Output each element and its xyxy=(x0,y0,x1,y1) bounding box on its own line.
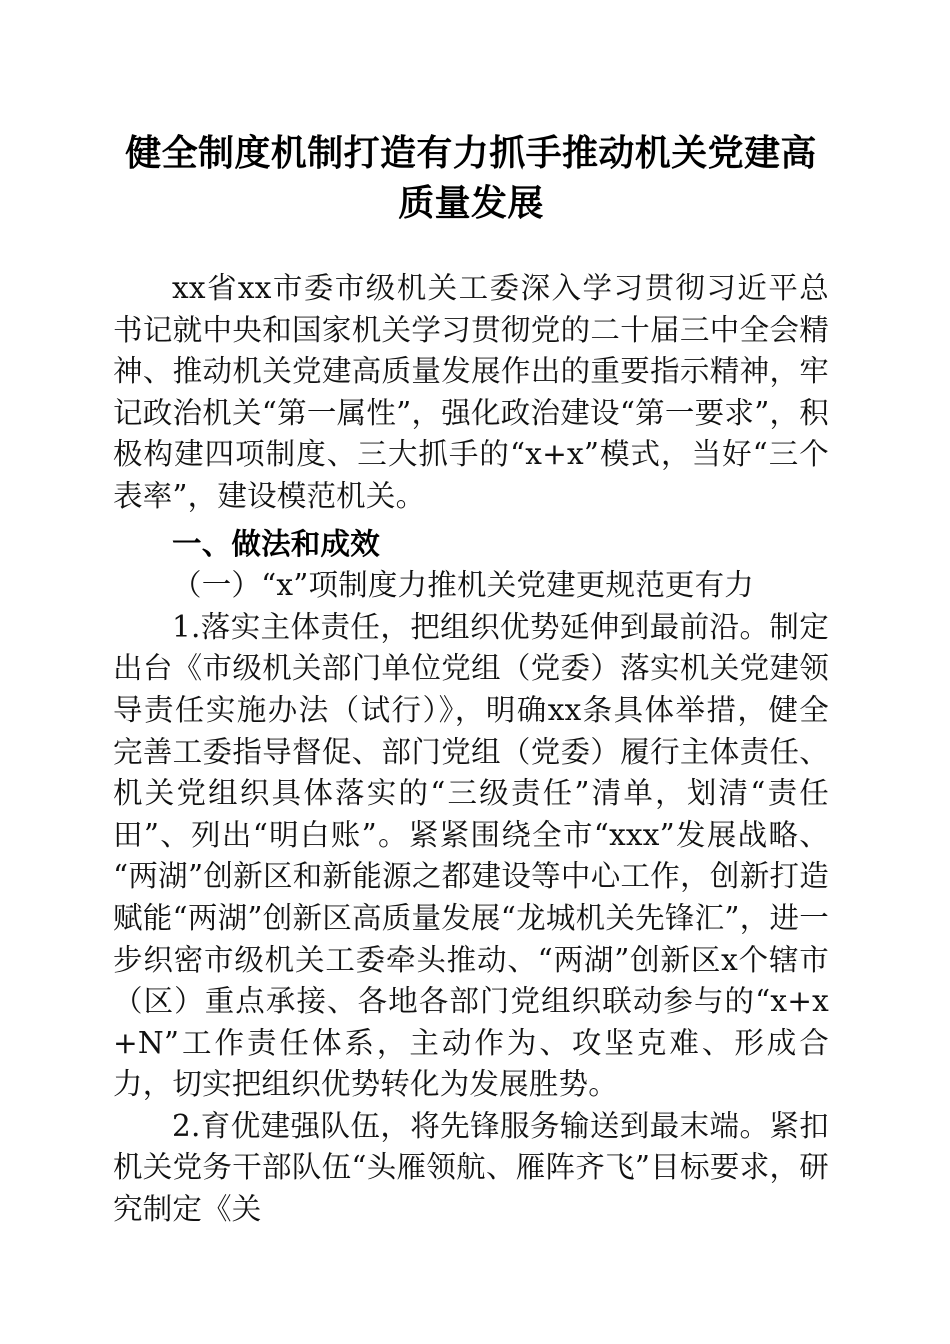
section-heading-level-2: （一）“x”项制度力推机关党建更规范更有力 xyxy=(172,568,754,603)
lead-paragraph: xx省xx市委市级机关工委深入学习贯彻习近平总书记就中央和国家机关学习贯彻党的二十届三中全会精神、推动机关党建高质量发展作出的重要指示精神，牢记政治机关“第一属性”，强化政治建设“第一要求”，积极构建四项制度、三大抓手的“x+x”模式，当好“三个表率”，建设模范机关。 xyxy=(113,271,829,513)
document-content-column xyxy=(113,0,829,1231)
body-paragraph-item-1: 1.落实主体责任，把组织优势延伸到最前沿。制定出台《市级机关部门单位党组（党委）落实机关党建领导责任实施办法（试行）》，明确xx条具体举措，健全完善工委指导督促、部门党组（党委）履行主体责任、机关党组织具体落实的“三级责任”清单，划清“责任田”、列出“明白账”。紧紧围绕全市“xxx”发展战略、“两湖”创新区和新能源之都建设等中心工作，创新打造赋能“两湖”创新区高质量发展“龙城机关先锋汇”，进一步织密市级机关工委牵头推动、“两湖”创新区x个辖市（区）重点承接、各地各部门党组织联动参与的“x+x+N”工作责任体系，主动作为、攻坚克难、形成合力，切实把组织优势转化为发展胜势。 xyxy=(113,609,829,1102)
section-heading-level-1: 一、做法和成效 xyxy=(172,527,380,561)
body-paragraph-item-2: 2.育优建强队伍，将先锋服务输送到最末端。紧扣机关党务干部队伍“头雁领航、雁阵齐飞”目标要求，研究制定《关 xyxy=(113,1108,829,1227)
page-title: 健全制度机制打造有力抓手推动机关党建高质量发展 xyxy=(125,133,817,223)
